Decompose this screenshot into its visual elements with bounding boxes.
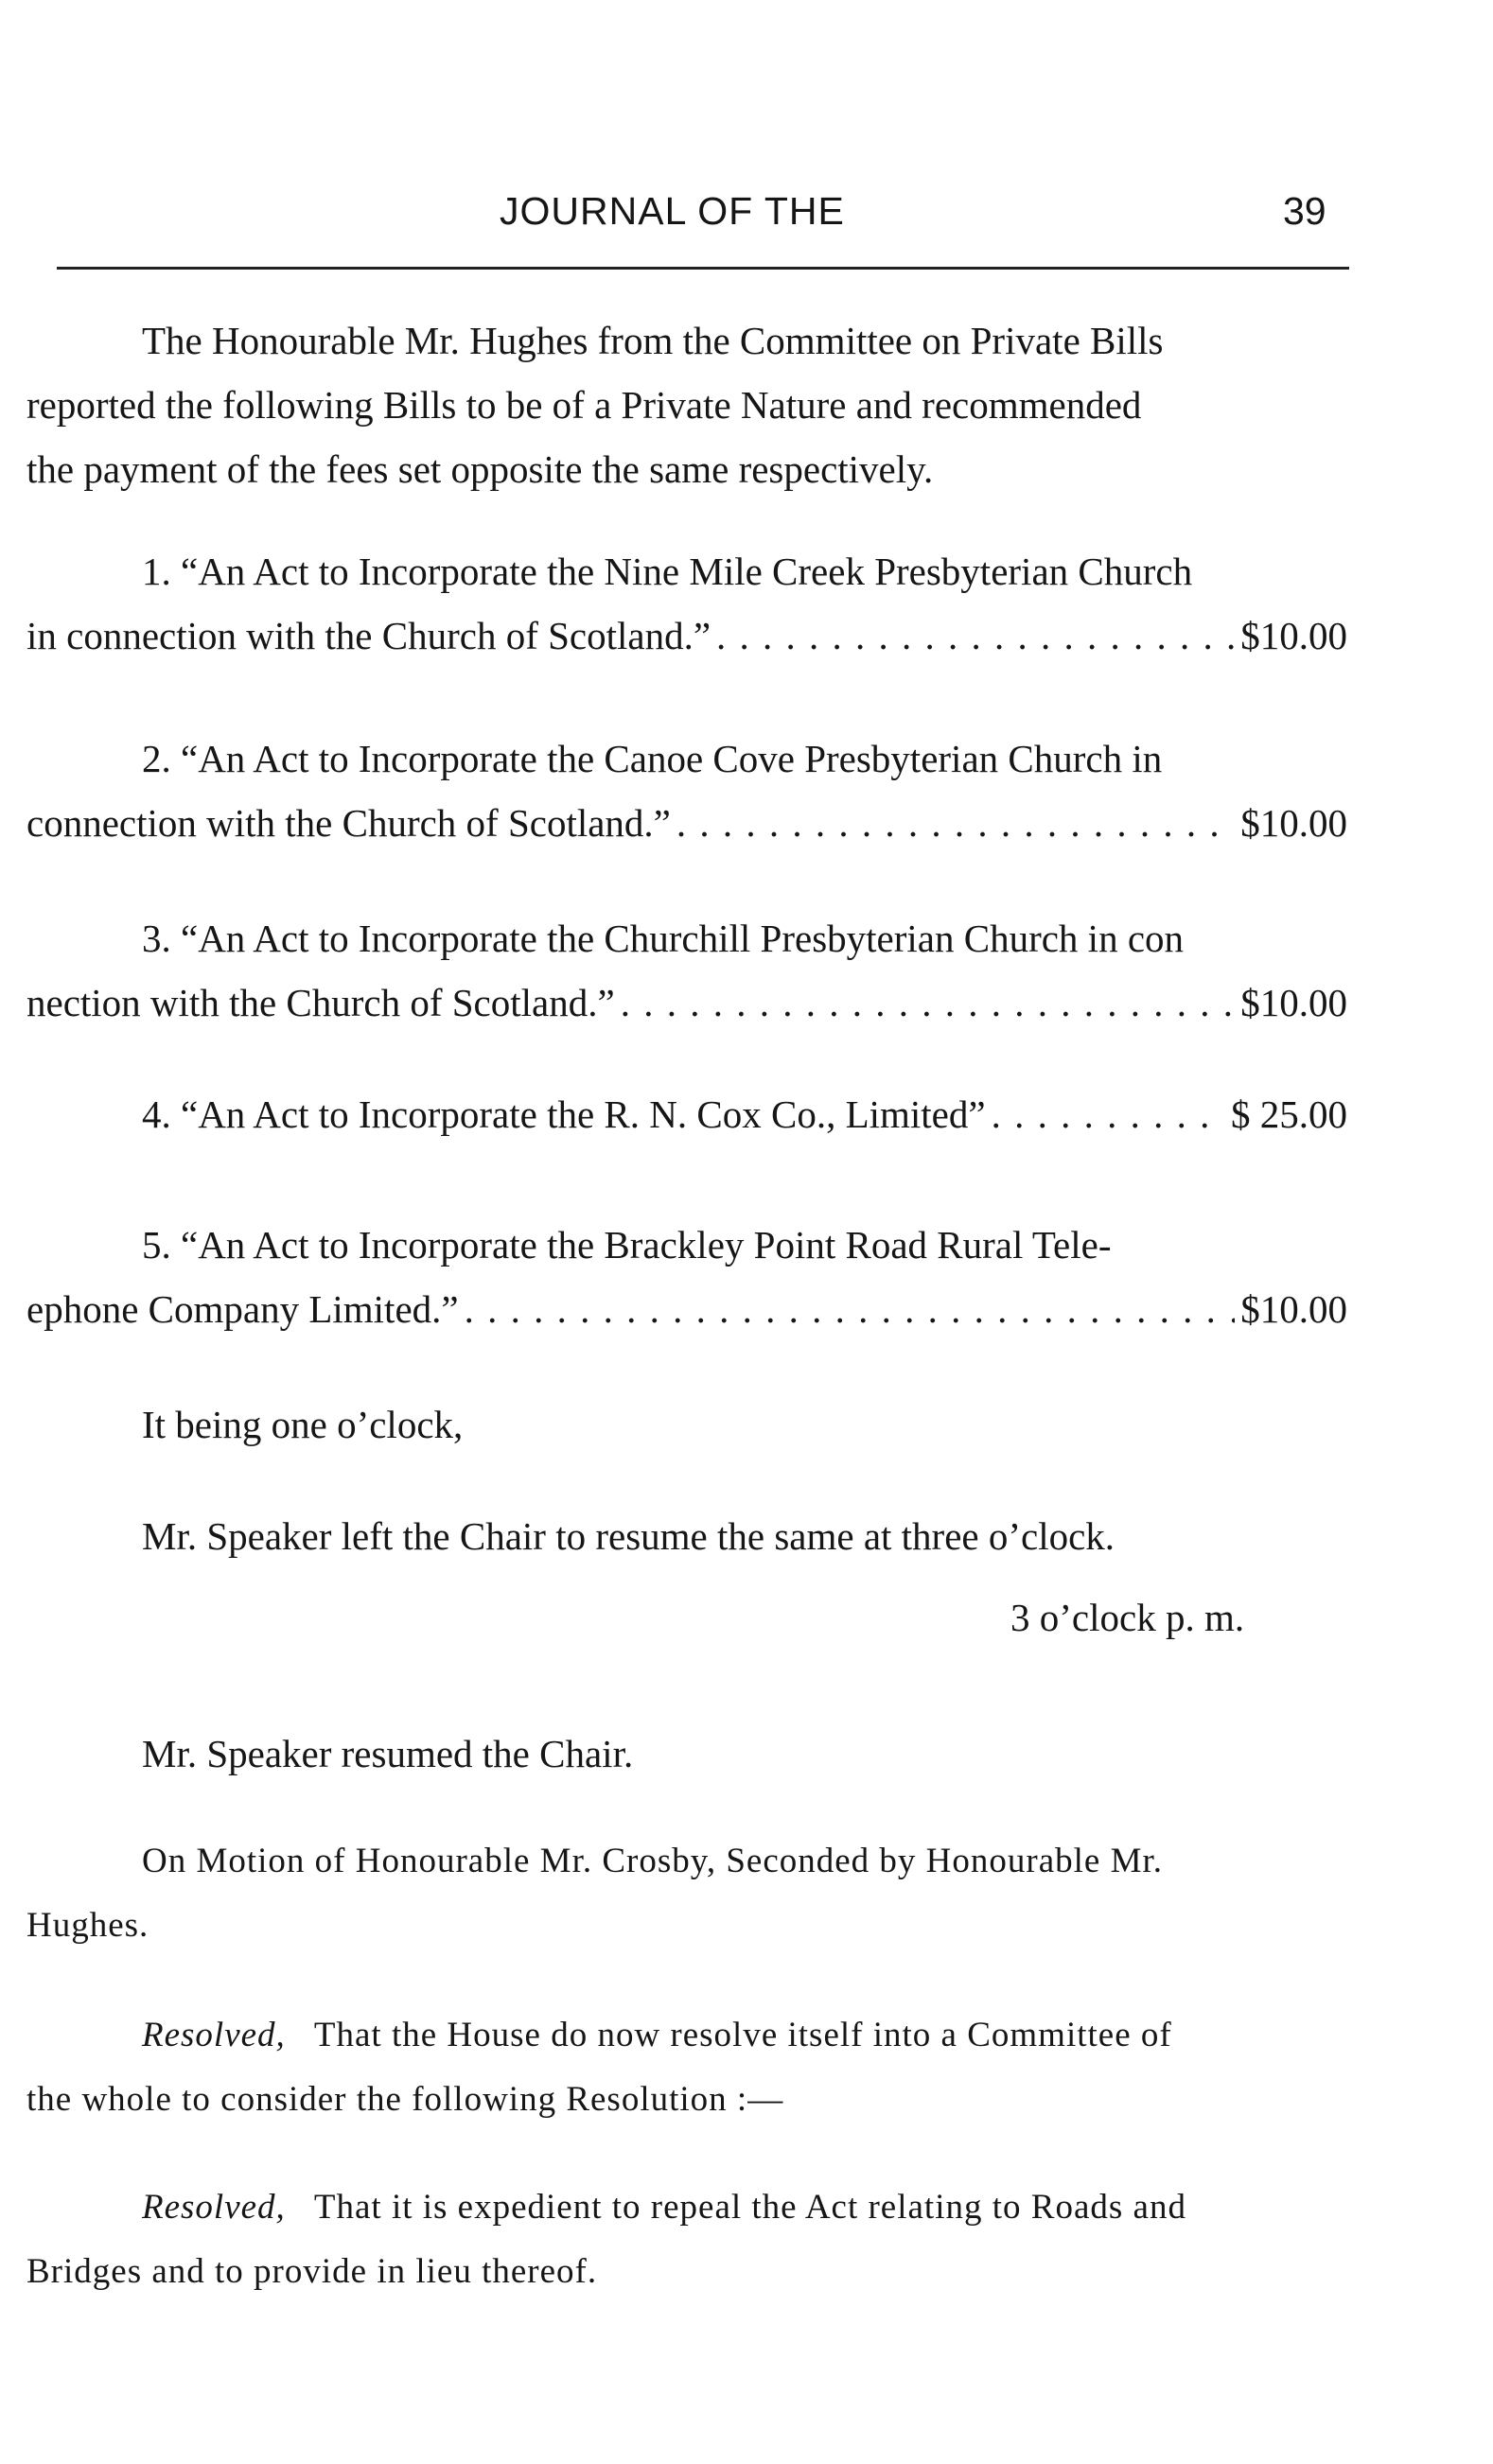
bill-2-text: connection with the Church of Scotland.” (26, 801, 671, 845)
intro-line-1: The Honourable Mr. Hughes from the Committee on Private Bills (142, 319, 1164, 362)
running-title: JOURNAL OF THE (500, 189, 845, 233)
resolution-1-line-1 (26, 2003, 1347, 2068)
bill-4-fee: $ 25.00 (1231, 1092, 1347, 1136)
bill-3-line-2 (26, 970, 1347, 1035)
resolution-2-line-1 (26, 2176, 1347, 2240)
page-number: 39 (1283, 189, 1326, 233)
bill-3-fee: $10.00 (1240, 981, 1347, 1024)
bill-4-text: 4. “An Act to Incorporate the R. N. Cox Co., Limited” (142, 1092, 986, 1136)
resumed-line: Mr. Speaker resumed the Chair. (142, 1732, 634, 1775)
intro-line-2: reported the following Bills to be of a Private Nature and recommended (26, 383, 1142, 427)
bill-2-line-2 (26, 791, 1347, 855)
afternoon-time: 3 o’clock p. m. (1010, 1596, 1245, 1639)
intro-paragraph (26, 308, 1347, 501)
intro-line-3: the payment of the fees set opposite the same respectively. (26, 447, 934, 491)
dot-leader (621, 970, 1236, 1035)
dot-leader (676, 791, 1235, 855)
bill-2-fee: $10.00 (1240, 801, 1347, 845)
bill-item-3 (26, 906, 1347, 1035)
dot-leader (716, 603, 1235, 668)
bill-2-line-1: 2. “An Act to Incorporate the Canoe Cove Presbyterian Church in (142, 737, 1163, 780)
speaker-left-paragraph (26, 1504, 1347, 1568)
resolution-2-paragraph (26, 2176, 1347, 2304)
bill-1-fee: $10.00 (1240, 614, 1347, 657)
bill-item-5 (26, 1213, 1347, 1341)
bill-5-text: ephone Company Limited.” (26, 1287, 459, 1331)
dot-leader (992, 1082, 1225, 1146)
bill-1-line-1: 1. “An Act to Incorporate the Nine Mile Creek Presbyterian Church (142, 550, 1193, 593)
resolved-label: Resolved, (142, 2188, 286, 2227)
bill-5-line-1: 5. “An Act to Incorporate the Brackley Point Road Rural Tele- (142, 1223, 1112, 1267)
motion-line-2: Hughes. (26, 1906, 149, 1945)
bill-item-1 (26, 539, 1347, 668)
resolution-1-line-2: the whole to consider the following Resolution :— (26, 2080, 784, 2119)
page-header (0, 189, 1493, 246)
motion-paragraph (26, 1829, 1347, 1958)
bill-5-line-2 (26, 1277, 1347, 1341)
recess-paragraph (26, 1392, 1347, 1457)
resolution-2-line-2: Bridges and to provide in lieu thereof. (26, 2252, 598, 2291)
bill-5-fee: $10.00 (1240, 1287, 1347, 1331)
recess-line-2: Mr. Speaker left the Chair to resume the same at three o’clock. (142, 1514, 1115, 1558)
bill-4-line-1 (26, 1082, 1347, 1146)
bill-item-4 (26, 1082, 1347, 1146)
recess-line-1: It being one o’clock, (142, 1403, 464, 1446)
bill-3-text: nection with the Church of Scotland.” (26, 981, 615, 1024)
bill-item-2 (26, 726, 1347, 855)
resumed-paragraph (26, 1721, 1347, 1786)
resolution-1-text: That the House do now resolve itself into a Committee of (313, 2016, 1172, 2054)
header-rule (57, 267, 1349, 270)
bill-3-line-1: 3. “An Act to Incorporate the Churchill Presbyterian Church in con (142, 917, 1185, 960)
resolution-2-text: That it is expedient to repeal the Act relating to Roads and (313, 2188, 1186, 2227)
motion-line-1: On Motion of Honourable Mr. Crosby, Seconded by Honourable Mr. (142, 1842, 1164, 1880)
dot-leader (465, 1277, 1236, 1341)
resolved-label: Resolved, (142, 2016, 286, 2054)
bill-1-line-2 (26, 603, 1347, 668)
bill-1-text: in connection with the Church of Scotland.” (26, 614, 711, 657)
resolution-1-paragraph (26, 2003, 1347, 2132)
